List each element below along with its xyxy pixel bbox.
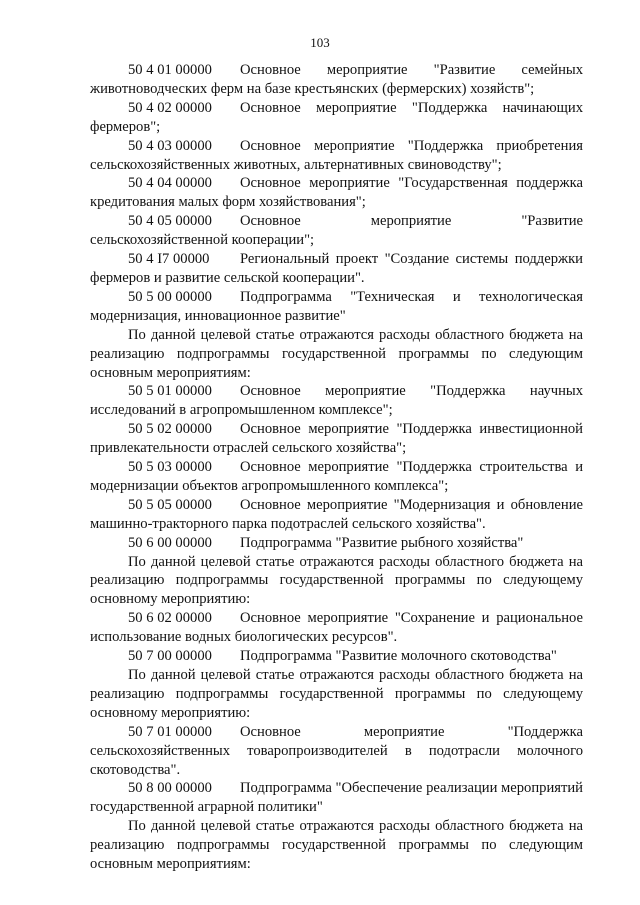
paragraph-text: По данной целевой статье отражаются расходы областного бюджета на реализацию подпрограммы государственной программы по следующему основному мероприятию: (90, 667, 583, 721)
paragraph-text: Основное мероприятие "Поддержка научных исследований в агропромышленном комплексе"; (90, 383, 583, 419)
paragraph (90, 458, 583, 496)
paragraph-text: Региональный проект "Создание системы поддержки фермеров и развитие сельской кооперации". (90, 251, 583, 286)
paragraph-text: Основное мероприятие "Поддержка начинающих фермеров"; (90, 99, 583, 135)
budget-code: 50 5 01 00000 (128, 383, 212, 400)
budget-code: 50 4 03 00000 (128, 137, 212, 154)
paragraph (90, 99, 583, 137)
paragraph (90, 779, 583, 817)
budget-code: 50 5 00 00000 (128, 288, 212, 305)
budget-code: 50 4 05 00000 (128, 213, 212, 230)
paragraph (90, 174, 583, 212)
paragraph-text: Основное мероприятие "Развитие сельскохозяйственной кооперации"; (90, 213, 583, 249)
budget-code: 50 4 I7 00000 (128, 251, 210, 268)
budget-code: 50 4 02 00000 (128, 99, 212, 116)
paragraph (90, 609, 583, 647)
paragraph (90, 723, 583, 780)
budget-code: 50 6 00 00000 (128, 534, 212, 551)
paragraph (90, 420, 583, 458)
paragraph (90, 666, 583, 723)
document-body (90, 61, 583, 874)
paragraph-text: Подпрограмма "Обеспечение реализации мероприятий государственной аграрной политики" (90, 780, 583, 816)
paragraph (90, 647, 583, 666)
paragraph-text: Основное мероприятие "Развитие семейных животноводческих ферм на базе крестьянских (фермерских) хозяйств"; (90, 62, 583, 97)
paragraph (90, 326, 583, 383)
paragraph (90, 496, 583, 534)
paragraph (90, 817, 583, 874)
paragraph-text: По данной целевой статье отражаются расходы областного бюджета на реализацию подпрограммы государственной программы по следующим основным мероприятиям: (90, 326, 583, 381)
budget-code: 50 8 00 00000 (128, 780, 212, 797)
paragraph-text: Основное мероприятие "Сохранение и рациональное использование водных биологических ресурсов". (90, 610, 583, 646)
paragraph-text: Основное мероприятие "Поддержка сельскохозяйственных товаропроизводителей в подотрасли молочного скотоводства". (90, 723, 583, 778)
paragraph (90, 212, 583, 250)
paragraph-text: Основное мероприятие "Поддержка инвестиционной привлекательности отраслей сельского хозяйства"; (90, 421, 583, 457)
paragraph (90, 61, 583, 99)
paragraph (90, 382, 583, 420)
budget-code: 50 7 01 00000 (128, 723, 212, 740)
paragraph-text: По данной целевой статье отражаются расходы областного бюджета на реализацию подпрограммы государственной программы по следующим основным мероприятиям: (90, 818, 583, 873)
paragraph-text: Подпрограмма "Развитие рыбного хозяйства" (240, 534, 524, 551)
budget-code: 50 5 02 00000 (128, 421, 212, 438)
budget-code: 50 7 00 00000 (128, 648, 212, 665)
page-number: 103 (310, 35, 330, 50)
paragraph-text: Основное мероприятие "Государственная поддержка кредитования малых форм хозяйствования"; (90, 175, 583, 211)
paragraph-text: Основное мероприятие "Модернизация и обновление машинно-тракторного парка подотраслей сельского хозяйства". (90, 496, 583, 532)
paragraph (90, 137, 583, 175)
paragraph-text: Основное мероприятие "Поддержка строительства и модернизации объектов агропромышленного комплекса"; (90, 459, 583, 494)
budget-code: 50 5 05 00000 (128, 496, 212, 513)
paragraph-text: Основное мероприятие "Поддержка приобретения сельскохозяйственных животных, альтернативных свиноводству"; (90, 137, 583, 173)
budget-code: 50 6 02 00000 (128, 610, 212, 627)
paragraph-text: Подпрограмма "Развитие молочного скотоводства" (240, 648, 557, 665)
paragraph (90, 250, 583, 288)
budget-code: 50 5 03 00000 (128, 459, 212, 476)
paragraph-text: Подпрограмма "Техническая и технологическая модернизация, инновационное развитие" (90, 288, 583, 324)
budget-code: 50 4 04 00000 (128, 175, 212, 192)
paragraph (90, 534, 583, 553)
budget-code: 50 4 01 00000 (128, 62, 212, 78)
paragraph (90, 288, 583, 326)
paragraph (90, 553, 583, 610)
paragraph-text: По данной целевой статье отражаются расходы областного бюджета на реализацию подпрограммы государственной программы по следующему основному мероприятию: (90, 553, 583, 608)
